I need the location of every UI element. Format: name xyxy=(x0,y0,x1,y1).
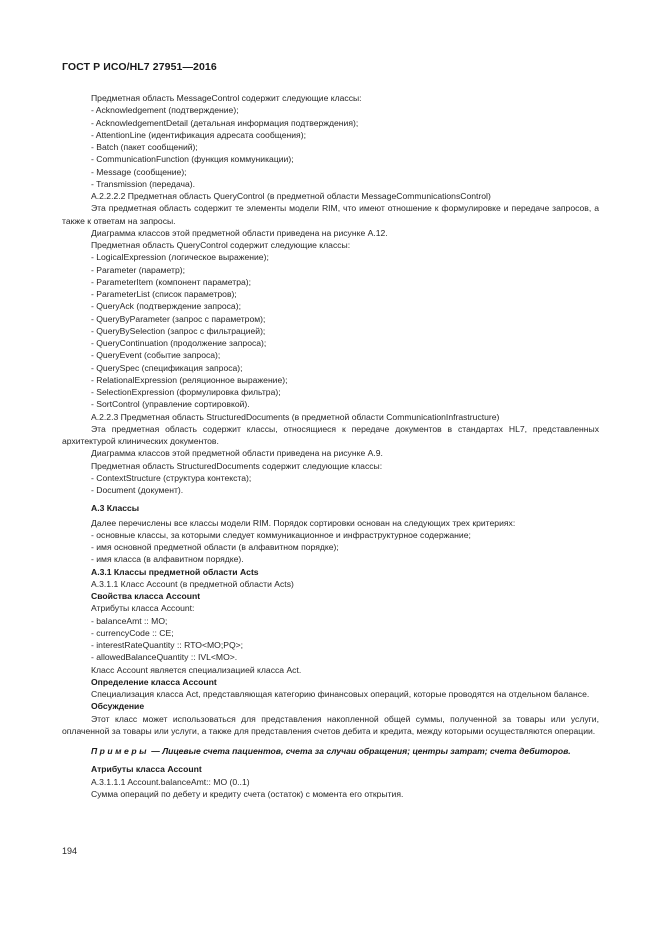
list-item: - balanceAmt :: MO; xyxy=(91,615,168,626)
structured-documents-heading: A.2.2.3 Предметная область StructuredDocuments (в предметной области CommunicationInfrastructure) xyxy=(91,411,500,422)
account-attributes-intro: Атрибуты класса Account: xyxy=(91,603,195,614)
list-item: - ContextStructure (структура контекста); xyxy=(91,472,252,483)
account-attributes-heading: Атрибуты класса Account xyxy=(91,764,202,775)
list-item: - Message (сообщение); xyxy=(91,166,187,177)
list-item: - LogicalExpression (логическое выражение); xyxy=(91,252,269,263)
a3-intro: Далее перечислены все классы модели RIM. Порядок сортировки основан на следующих трех критериях: xyxy=(91,517,516,528)
account-properties-heading: Свойства класса Account xyxy=(91,591,201,601)
account-definition-text: Специализация класса Act, представляющая категорию финансовых операций, которые проводятся на отдельном балансе. xyxy=(91,689,590,699)
structured-documents-diagram-ref: Диаграмма классов этой предметной области приведена на рисунке А.9. xyxy=(91,448,383,459)
list-item: - QueryEvent (событие запроса); xyxy=(91,350,221,361)
message-control-intro: Предметная область MessageControl содержит следующие классы: xyxy=(91,93,362,103)
query-control-class-list xyxy=(62,251,599,410)
discussion-heading: Обсуждение xyxy=(91,701,145,712)
list-item: - QueryAck (подтверждение запроса); xyxy=(91,301,241,312)
list-item: - SortControl (управление сортировкой). xyxy=(91,399,250,410)
list-item: - Transmission (передача). xyxy=(91,178,196,189)
list-item: - Document (документ). xyxy=(91,485,184,495)
list-item: - Acknowledgement (подтверждение); xyxy=(91,105,239,116)
query-control-intro: Предметная область QueryControl содержит следующие классы: xyxy=(91,240,351,250)
list-item: - Parameter (параметр); xyxy=(91,264,185,275)
sorting-criteria-list xyxy=(62,529,599,566)
page-content xyxy=(62,92,599,800)
structured-documents-intro: Предметная область StructuredDocuments содержит следующие классы: xyxy=(91,460,383,471)
list-item: - QuerySpec (спецификация запроса); xyxy=(91,362,243,373)
list-item: - ParameterItem (компонент параметра); xyxy=(91,276,252,287)
list-item: - имя основной предметной области (в алфавитном порядке); xyxy=(91,542,339,552)
list-item: - AttentionLine (идентификация адресата сообщения); xyxy=(91,129,306,140)
document-header: ГОСТ Р ИСО/HL7 27951—2016 xyxy=(62,61,217,73)
page-number: 194 xyxy=(62,846,78,856)
examples-note xyxy=(62,745,599,757)
message-control-class-list xyxy=(62,104,599,190)
list-item: - SelectionExpression (формулировка фильтра); xyxy=(91,387,281,397)
structured-documents-description: Эта предметная область содержит классы, относящиеся к передаче документов в стандартах HL7, представленных архитектурой клинических документов. xyxy=(62,423,599,446)
list-item: - QueryByParameter (запрос с параметром); xyxy=(91,313,266,324)
balance-amt-subheading: A.3.1.1.1 Account.balanceAmt:: MO (0..1) xyxy=(91,776,250,787)
account-attribute-list xyxy=(62,615,599,664)
list-item: - Batch (пакет сообщений); xyxy=(91,142,198,152)
query-control-heading: A.2.2.2.2 Предметная область QueryControl (в предметной области MessageCommunicationsControl) xyxy=(91,191,491,201)
account-class-subheading: A.3.1.1 Класс Account (в предметной области Acts) xyxy=(91,578,294,589)
examples-text: — Лицевые счета пациентов, счета за случаи обращения; центры затрат; счета дебиторов. xyxy=(148,746,571,756)
list-item: - QueryBySelection (запрос с фильтрацией); xyxy=(91,325,266,336)
structured-documents-class-list xyxy=(62,472,599,497)
section-heading-a3: A.3 Классы xyxy=(91,503,140,514)
list-item: - ParameterList (список параметров); xyxy=(91,289,237,299)
list-item: - AcknowledgementDetail (детальная информация подтверждения); xyxy=(91,117,359,128)
examples-label: Примеры xyxy=(91,746,149,756)
section-heading-a31: A.3.1 Классы предметной области Acts xyxy=(91,566,259,577)
list-item: - CommunicationFunction (функция коммуникации); xyxy=(91,154,294,165)
list-item: - currencyCode :: CE; xyxy=(91,627,174,638)
list-item: - основные классы, за которыми следует коммуникационное и инфраструктурное содержание; xyxy=(91,529,471,540)
list-item: - interestRateQuantity :: RTO<MO;PQ>; xyxy=(91,640,244,650)
list-item: - имя класса (в алфавитном порядке). xyxy=(91,554,244,565)
list-item: - RelationalExpression (реляционное выражение); xyxy=(91,374,288,385)
list-item: - QueryContinuation (продолжение запроса); xyxy=(91,338,267,348)
discussion-text: Этот класс может использоваться для представления накопленной общей суммы, полученной за товары или услуги, оплаченной за товары или услуги, а также для представления счетов дебита и кредита, между которыми осуществляются операции. xyxy=(62,713,599,736)
balance-amt-description: Сумма операций по дебету и кредиту счета (остаток) с момента его открытия. xyxy=(91,788,404,799)
account-specialization-note: Класс Account является специализацией класса Act. xyxy=(91,664,302,675)
list-item: - allowedBalanceQuantity :: IVL<MO>. xyxy=(91,652,238,663)
query-control-description: Эта предметная область содержит те элементы модели RIM, что имеют отношение к формулировке и передаче запросов, а также к ответам на запросы. xyxy=(62,203,599,226)
query-control-diagram-ref: Диаграмма классов этой предметной области приведена на рисунке А.12. xyxy=(91,227,388,238)
account-definition-heading: Определение класса Account xyxy=(91,676,217,687)
